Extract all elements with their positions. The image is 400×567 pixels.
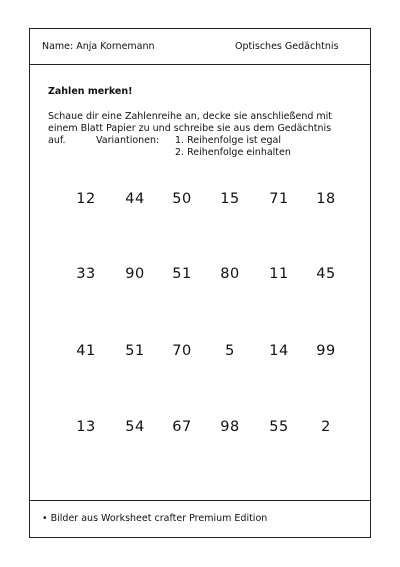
number-cell: 33 <box>76 266 96 282</box>
variations-label: Variantionen: <box>96 135 160 146</box>
number-cell: 98 <box>220 419 240 435</box>
number-cell: 54 <box>125 419 145 435</box>
instruction-line-1: Schaue dir eine Zahlenreihe an, decke sie anschließend mit <box>48 111 333 122</box>
number-cell: 12 <box>76 191 96 207</box>
number-cell: 80 <box>220 266 240 282</box>
worksheet-header <box>30 29 370 65</box>
number-cell: 99 <box>316 343 336 359</box>
number-cell: 90 <box>125 266 145 282</box>
instruction-line-3: auf. <box>48 135 66 146</box>
number-cell: 55 <box>269 419 289 435</box>
number-cell: 18 <box>316 191 336 207</box>
number-cell: 50 <box>172 191 192 207</box>
variations-row-2 <box>48 147 366 159</box>
number-cell: 45 <box>316 266 336 282</box>
number-cell: 2 <box>321 419 331 435</box>
number-cell: 70 <box>172 343 192 359</box>
worksheet-title: Optisches Gedächtnis <box>235 41 339 52</box>
worksheet <box>29 28 371 538</box>
number-cell: 44 <box>125 191 145 207</box>
variations-row <box>48 135 366 147</box>
number-cell: 67 <box>172 419 192 435</box>
number-cell: 71 <box>269 191 289 207</box>
variation-option-1: 1. Reihenfolge ist egal <box>175 135 281 146</box>
number-cell: 51 <box>172 266 192 282</box>
number-cell: 14 <box>269 343 289 359</box>
number-cell: 51 <box>125 343 145 359</box>
task-heading: Zahlen merken! <box>48 86 133 97</box>
number-cell: 11 <box>269 266 289 282</box>
number-cell: 41 <box>76 343 96 359</box>
worksheet-footer <box>30 500 370 537</box>
number-cell: 5 <box>225 343 235 359</box>
task-instructions <box>48 111 366 159</box>
instruction-line-2: einem Blatt Papier zu und schreibe sie aus dem Gedächtnis <box>48 123 332 134</box>
image-credit: • Bilder aus Worksheet crafter Premium Edition <box>42 513 268 524</box>
student-name: Name: Anja Kornemann <box>42 41 155 52</box>
number-cell: 13 <box>76 419 96 435</box>
variation-option-2: 2. Reihenfolge einhalten <box>175 147 291 158</box>
number-cell: 15 <box>220 191 240 207</box>
